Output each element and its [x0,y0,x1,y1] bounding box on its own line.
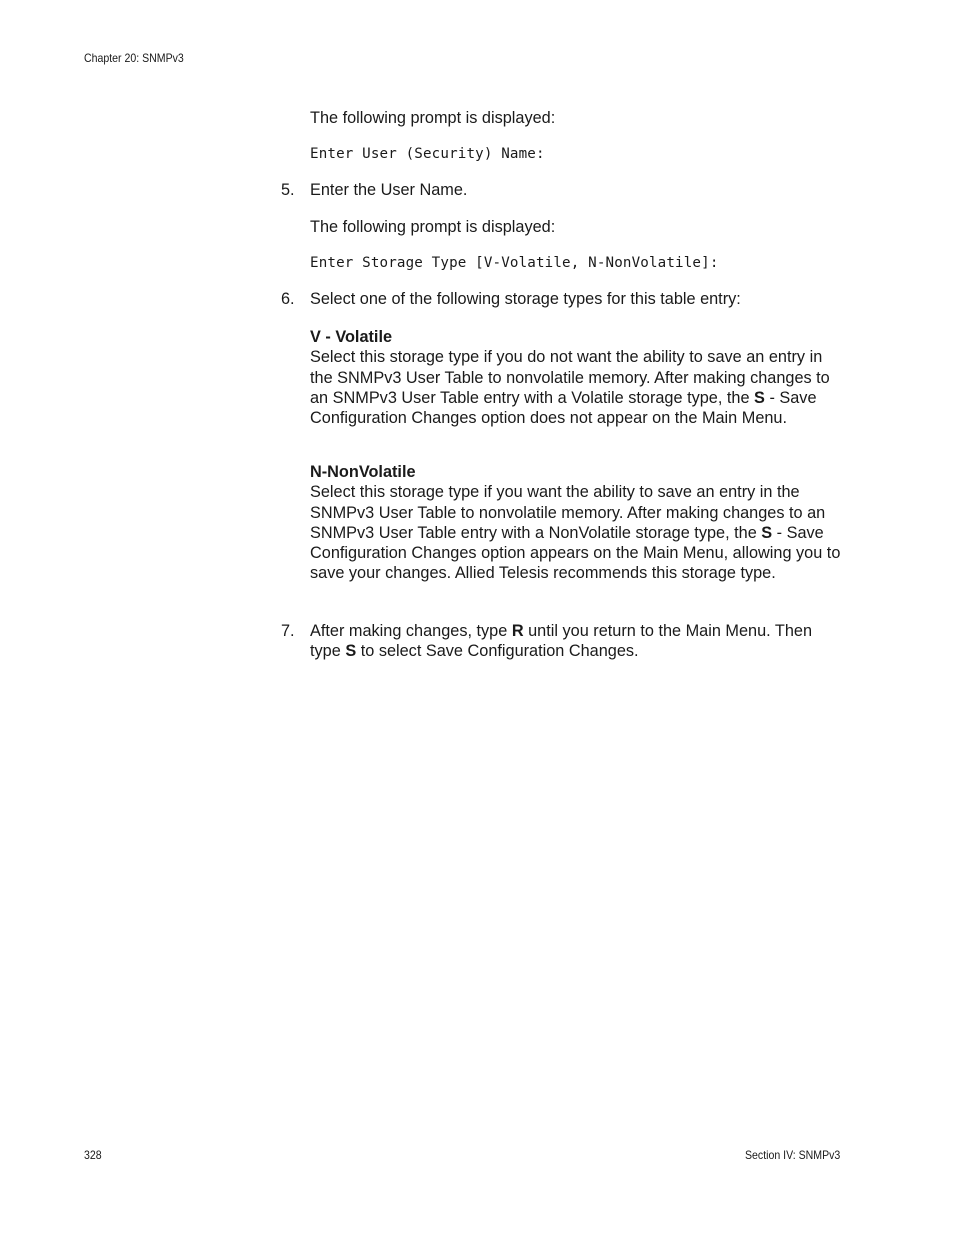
page-number: 328 [84,1148,102,1162]
option-nonvolatile-text-2: - Save Configuration Changes option appears on the Main Menu, allowing you to save your changes. Allied Telesis recommends this storage type. [310,523,841,583]
step-7-text [310,621,845,662]
option-volatile-text-2: - Save Configuration Changes option does not appear on the Main Menu. [310,388,817,428]
step-7-bold-s: S [345,642,357,661]
option-nonvolatile-bold-key: S [761,523,773,542]
prompt-intro-2: The following prompt is displayed: [310,218,556,236]
code-prompt-user-name: Enter User (Security) Name: [310,146,545,162]
prompt-intro-1: The following prompt is displayed: [310,109,556,127]
step-7-text-3: to select Save Configuration Changes. [356,642,639,661]
option-volatile [310,327,845,428]
step-7-text-1: After making changes, type [310,622,512,640]
step-7-number: 7. [281,622,295,640]
page-footer-section: Section IV: SNMPv3 [744,1148,840,1162]
step-6-number: 6. [281,290,295,308]
option-nonvolatile-title: N-NonVolatile [310,463,416,481]
option-volatile-title: V - Volatile [310,328,393,346]
step-6-text: Select one of the following storage types for this table entry: [310,290,741,308]
page-header-chapter: Chapter 20: SNMPv3 [84,51,184,65]
option-volatile-bold-key: S [754,388,765,407]
step-5-text: Enter the User Name. [310,181,468,199]
code-prompt-storage-type: Enter Storage Type [V-Volatile, N-NonVolatile]: [310,255,719,271]
step-7-text-2: until you return to the Main Menu. Then type [310,622,812,661]
option-nonvolatile-text-1: Select this storage type if you want the ability to save an entry in the SNMPv3 User Table to nonvolatile memory. After making changes to an SNMPv3 User Table entry with a NonVolatile storage type, the [310,483,826,542]
step-5-number: 5. [281,181,295,199]
step-7-bold-r: R [511,622,524,640]
option-volatile-text-1: Select this storage type if you do not want the ability to save an entry in the SNMPv3 User Table to nonvolatile memory. After making changes to an SNMPv3 User Table entry with a Volatile storage type, the [310,348,830,407]
option-nonvolatile [310,462,845,584]
